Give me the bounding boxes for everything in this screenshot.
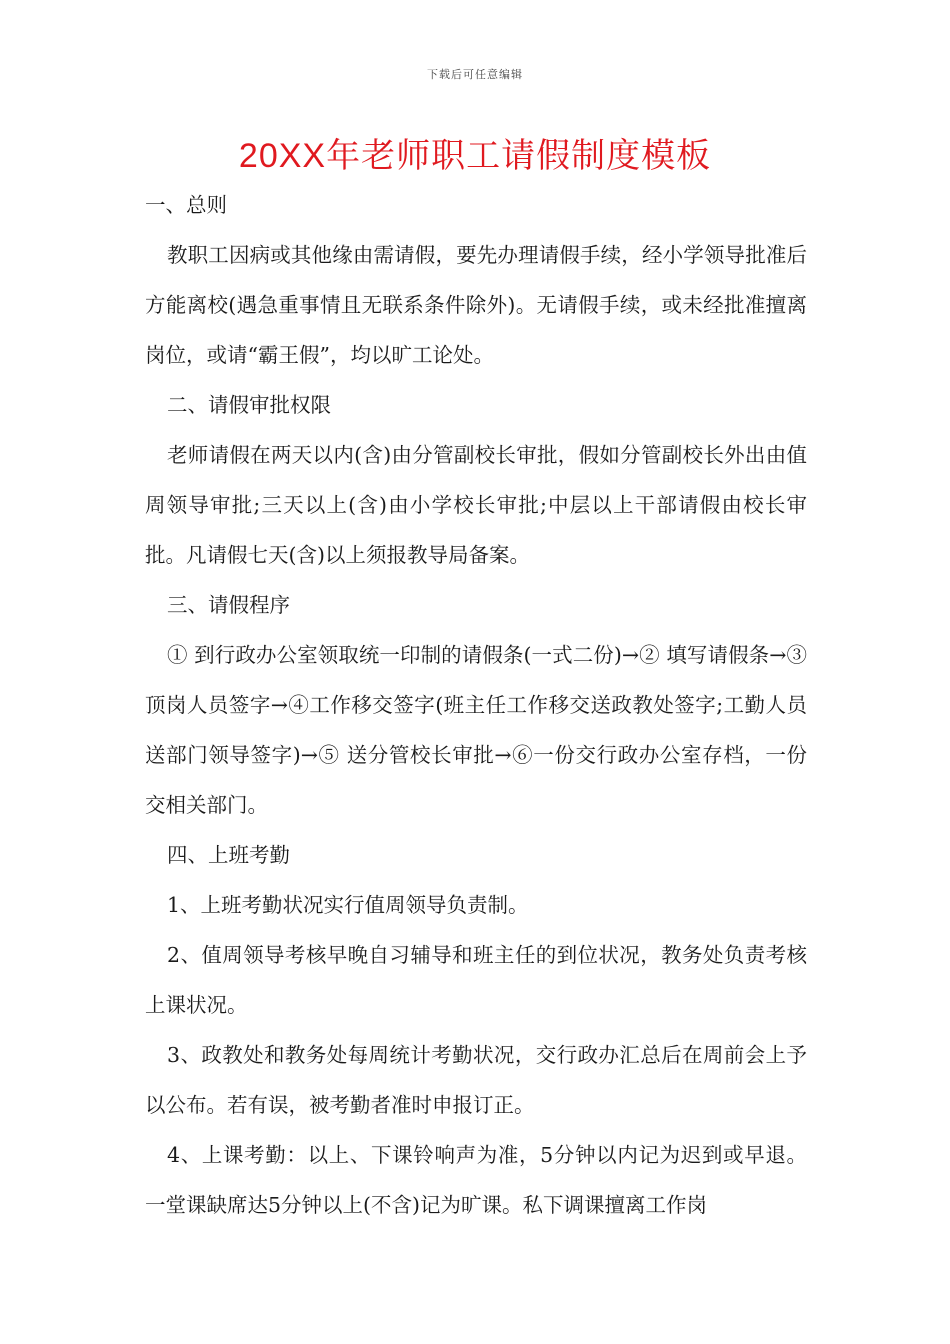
section-heading-procedure: 三、请假程序 xyxy=(167,593,290,617)
paragraph-general: 教职工因病或其他缘由需请假，要先办理请假手续，经小学领导批准后方能离校(遇急重事情且无联系条件除外)。无请假手续，或未经批准擅离岗位，或请“霸王假”，均以旷工论处。 xyxy=(145,243,807,367)
section-heading-approval: 二、请假审批权限 xyxy=(167,393,331,417)
list-item-attendance-1: 1、上班考勤状况实行值周领导负责制。 xyxy=(167,893,529,917)
header-note: 下载后可任意编辑 xyxy=(427,68,523,81)
list-item-attendance-3: 3、政教处和教务处每周统计考勤状况，交行政办汇总后在周前会上予以公布。若有误，被考勤者准时申报订正。 xyxy=(145,1043,807,1117)
section-heading-attendance: 四、上班考勤 xyxy=(167,843,290,867)
document-body xyxy=(145,180,807,1230)
list-item-attendance-4: 4、上课考勤：以上、下课铃响声为准，5分钟以内记为迟到或早退。一堂课缺席达5分钟以上(不含)记为旷课。私下调课擅离工作岗 xyxy=(145,1143,807,1217)
list-item-attendance-2: 2、值周领导考核早晚自习辅导和班主任的到位状况，教务处负责考核上课状况。 xyxy=(145,943,807,1017)
paragraph-procedure: ① 到行政办公室领取统一印制的请假条(一式二份)→② 填写请假条→③顶岗人员签字→④工作移交签字(班主任工作移交送政教处签字;工勤人员送部门领导签字)→⑤ 送分管校长审批→⑥一份交行政办公室存档，一份交相关部门。 xyxy=(145,643,807,817)
document-title: 20XX年老师职工请假制度模板 xyxy=(238,137,712,175)
paragraph-approval: 老师请假在两天以内(含)由分管副校长审批，假如分管副校长外出由值周领导审批;三天以上(含)由小学校长审批;中层以上干部请假由校长审批。凡请假七天(含)以上须报教导局备案。 xyxy=(145,443,807,567)
section-heading-general: 一、总则 xyxy=(145,193,227,217)
